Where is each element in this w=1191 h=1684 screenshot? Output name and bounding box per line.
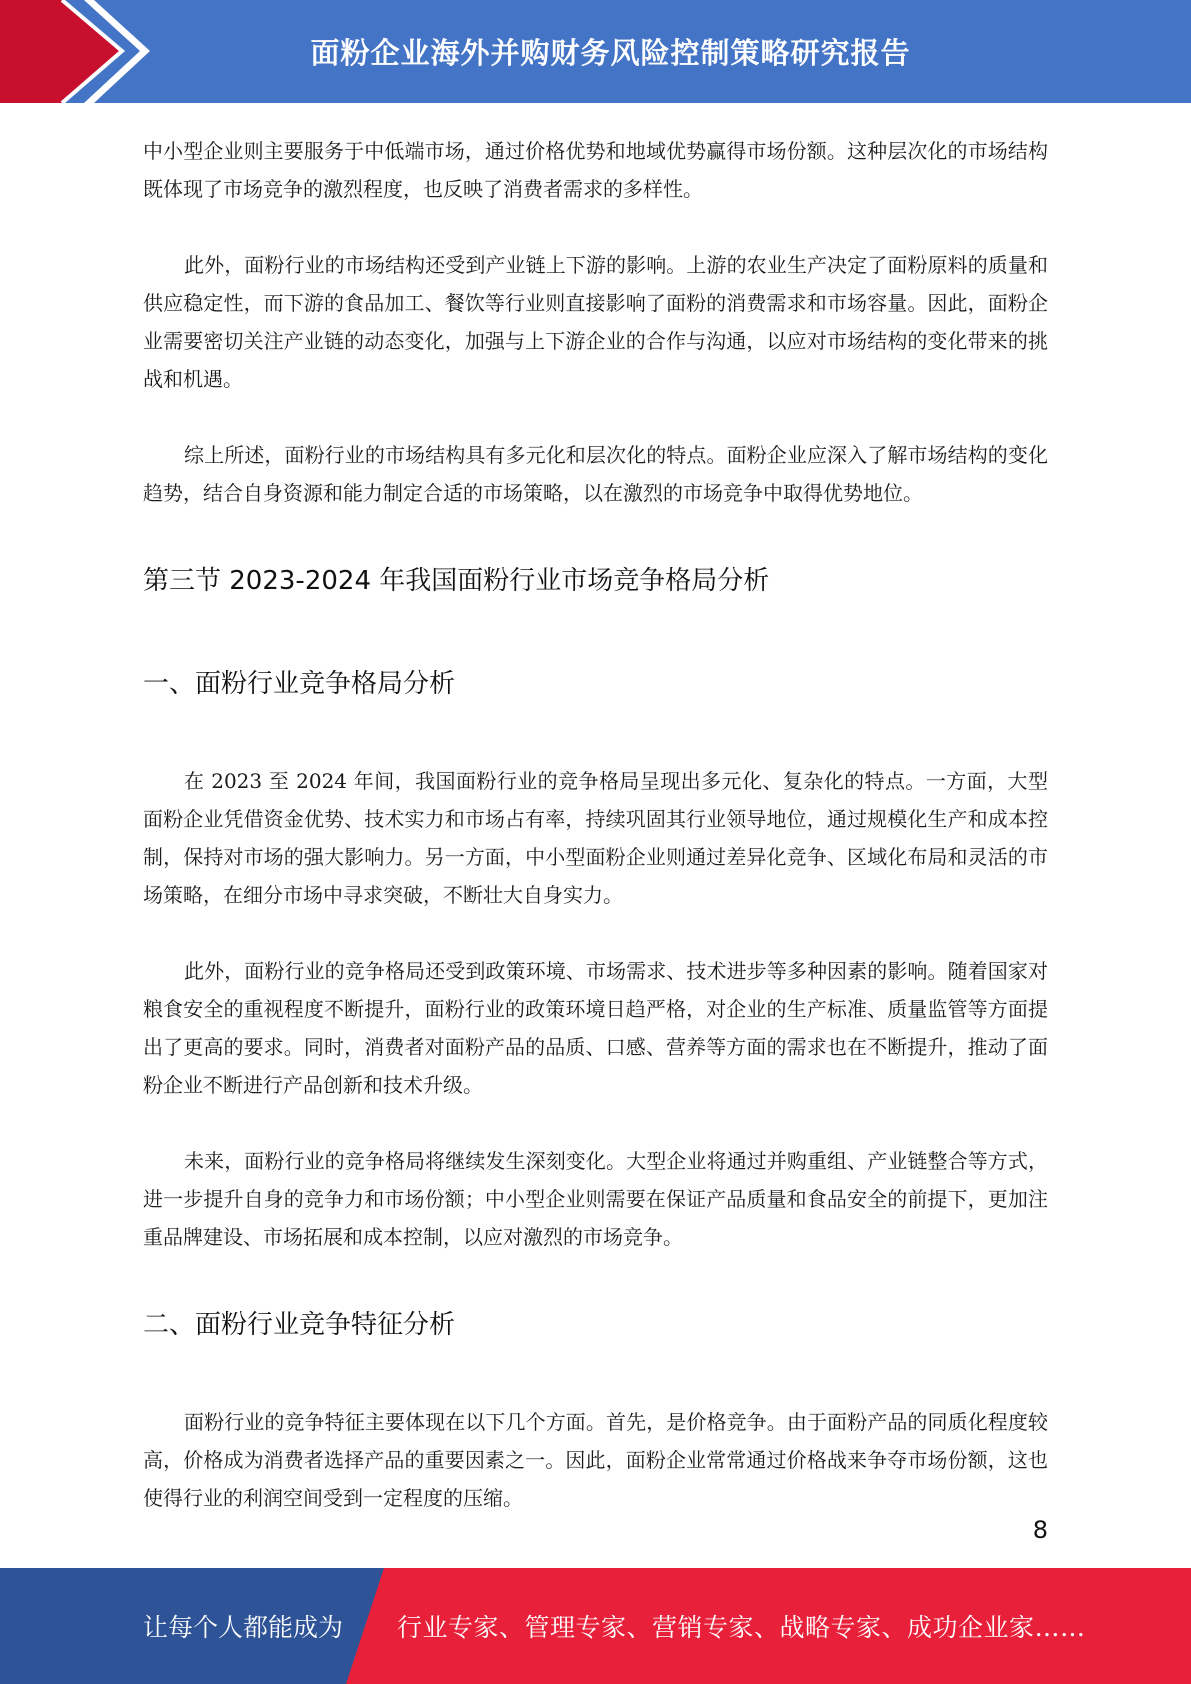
subheading-1: 一、面粉行业竞争格局分析 bbox=[143, 669, 456, 699]
footer-slogan-right: 行业专家、管理专家、营销专家、战略专家、成功企业家…… bbox=[397, 1613, 1086, 1642]
page-footer bbox=[0, 1568, 1191, 1684]
paragraph-5: 此外，面粉行业的竞争格局还受到政策环境、市场需求、技术进步等多种因素的影响。随着国家对粮食安全的重视程度不断提升，面粉行业的政策环境日趋严格，对企业的生产标准、质量监管等方面提出了更高的要求。同时，消费者对面粉产品的品质、口感、营养等方面的需求也在不断提升，推动了面粉企业不断进行产品创新和技术升级。 bbox=[143, 959, 1048, 1097]
paragraph-4: 在 2023 至 2024 年间，我国面粉行业的竞争格局呈现出多元化、复杂化的特点。一方面，大型面粉企业凭借资金优势、技术实力和市场占有率，持续巩固其行业领导地位，通过规模化生产和成本控制，保持对市场的强大影响力。另一方面，中小型面粉企业则通过差异化竞争、区域化布局和灵活的市场策略，在细分市场中寻求突破，不断壮大自身实力。 bbox=[143, 769, 1048, 907]
paragraph-6: 未来，面粉行业的竞争格局将继续发生深刻变化。大型企业将通过并购重组、产业链整合等方式，进一步提升自身的竞争力和市场份额；中小型企业则需要在保证产品质量和食品安全的前提下，更加注重品牌建设、市场拓展和成本控制，以应对激烈的市场竞争。 bbox=[143, 1149, 1048, 1249]
header-title: 面粉企业海外并购财务风险控制策略研究报告 bbox=[310, 36, 911, 70]
header-divider bbox=[0, 103, 1191, 111]
section-title: 第三节 2023-2024 年我国面粉行业市场竞争格局分析 bbox=[143, 566, 770, 596]
paragraph-2: 此外，面粉行业的市场结构还受到产业链上下游的影响。上游的农业生产决定了面粉原料的质量和供应稳定性，而下游的食品加工、餐饮等行业则直接影响了面粉的消费需求和市场容量。因此，面粉企业需要密切关注产业链的动态变化，加强与上下游企业的合作与沟通，以应对市场结构的变化带来的挑战和机遇。 bbox=[143, 253, 1048, 391]
paragraph-1: 中小型企业则主要服务于中低端市场，通过价格优势和地域优势赢得市场份额。这种层次化的市场结构既体现了市场竞争的激烈程度，也反映了消费者需求的多样性。 bbox=[143, 139, 1048, 201]
page-number: 8 bbox=[1032, 1516, 1048, 1544]
footer-slogan-left: 让每个人都能成为 bbox=[143, 1613, 344, 1642]
paragraph-3: 综上所述，面粉行业的市场结构具有多元化和层次化的特点。面粉企业应深入了解市场结构的变化趋势，结合自身资源和能力制定合适的市场策略，以在激烈的市场竞争中取得优势地位。 bbox=[143, 443, 1048, 505]
document-body bbox=[143, 132, 1048, 1517]
paragraph-7: 面粉行业的竞争特征主要体现在以下几个方面。首先，是价格竞争。由于面粉产品的同质化程度较高，价格成为消费者选择产品的重要因素之一。因此，面粉企业常常通过价格战来争夺市场份额，这也使得行业的利润空间受到一定程度的压缩。 bbox=[143, 1410, 1048, 1510]
subheading-2: 二、面粉行业竞争特征分析 bbox=[143, 1310, 456, 1340]
page-header bbox=[0, 0, 1191, 111]
